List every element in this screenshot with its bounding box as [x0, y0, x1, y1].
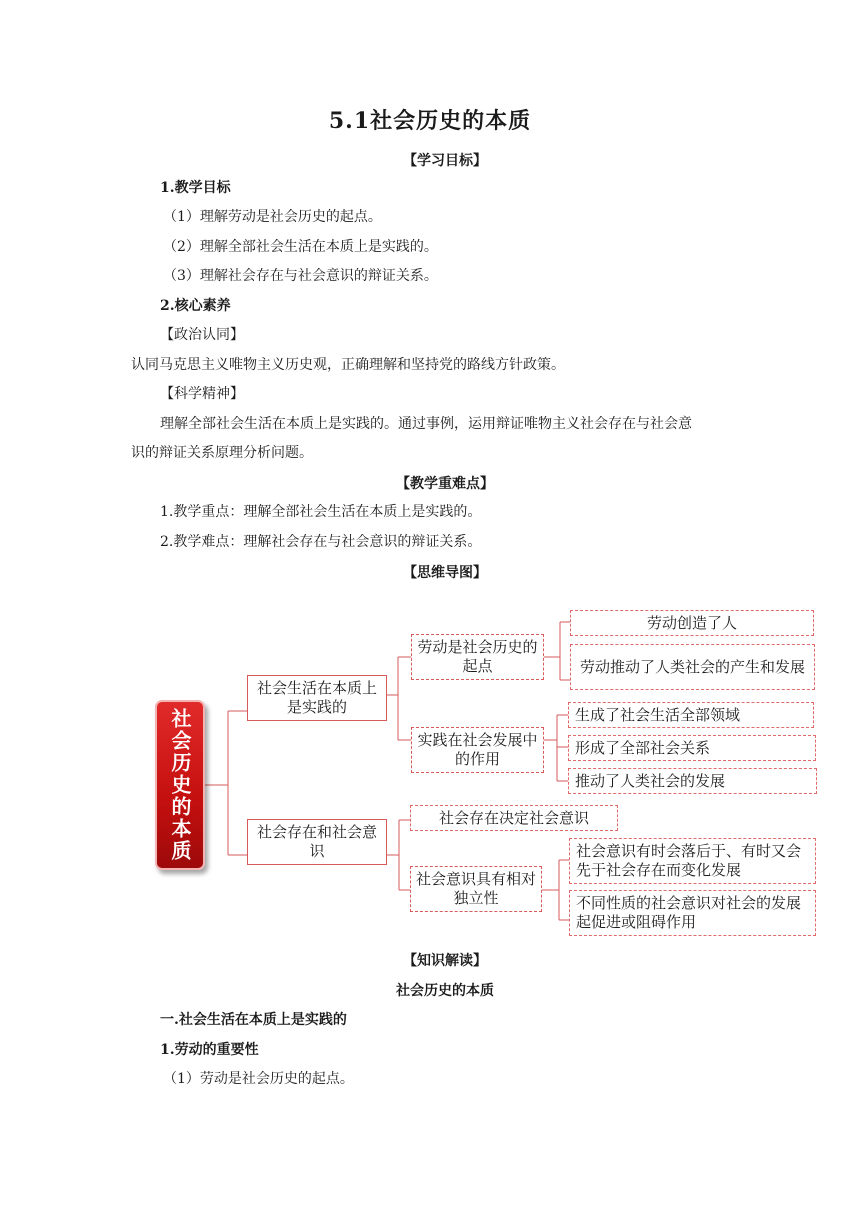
key-point-2: 2.教学难点：理解社会存在与社会意识的辩证关系。 [160, 534, 482, 550]
branch-existence-consciousness: 社会存在和社会意识 [247, 819, 387, 865]
core-literacy-heading: 2.核心素养 [160, 298, 231, 314]
interpretation-subtitle: 社会历史的本质 [396, 983, 494, 999]
node-consciousness-independence: 社会意识具有相对独立性 [410, 866, 542, 912]
leaf-consciousness-lags-or-leads: 社会意识有时会落后于、有时又会先于社会存在而变化发展 [569, 838, 816, 884]
section-heading-key-points: 【教学重难点】 [396, 476, 494, 492]
mind-map-root: 社会历史的本质 [155, 700, 205, 870]
mind-map [140, 600, 830, 945]
branch-social-life-practice: 社会生活在本质上是实践的 [247, 675, 387, 721]
goal-item-2: （2）理解全部社会生活在本质上是实践的。 [163, 239, 438, 255]
part-heading-1: 一.社会生活在本质上是实践的 [160, 1012, 347, 1028]
leaf-labor-drove-society: 劳动推动了人类社会的产生和发展 [570, 644, 815, 690]
science-text-line-1: 理解全部社会生活在本质上是实践的。通过事例，运用辩证唯物主义社会存在与社会意 [160, 416, 692, 432]
political-text: 认同马克思主义唯物主义历史观，正确理解和坚持党的路线方针政策。 [131, 357, 565, 373]
page-title: 5.1社会历史的本质 [328, 108, 532, 134]
node-practice-role: 实践在社会发展中的作用 [411, 727, 544, 773]
sub-heading-labor-importance: 1.劳动的重要性 [160, 1042, 259, 1058]
interpretation-item-1: （1）劳动是社会历史的起点。 [163, 1071, 354, 1087]
leaf-advanced-human-society: 推动了人类社会的发展 [568, 768, 817, 794]
section-heading-mind-map: 【思维导图】 [403, 565, 487, 581]
leaf-consciousness-promotes-or-hinders: 不同性质的社会意识对社会的发展起促进或阻碍作用 [569, 890, 816, 936]
section-heading-objectives: 【学习目标】 [403, 153, 487, 169]
section-heading-interpretation: 【知识解读】 [403, 953, 487, 969]
goal-item-1: （1）理解劳动是社会历史的起点。 [163, 209, 382, 225]
node-labor-starting-point: 劳动是社会历史的起点 [411, 634, 544, 680]
node-existence-determines-consciousness: 社会存在决定社会意识 [410, 805, 618, 831]
leaf-formed-social-relations: 形成了全部社会关系 [568, 735, 816, 761]
leaf-labor-created-humans: 劳动创造了人 [570, 610, 814, 636]
political-heading: 【政治认同】 [160, 327, 244, 343]
goal-item-3: （3）理解社会存在与社会意识的辩证关系。 [163, 268, 438, 284]
science-heading: 【科学精神】 [160, 386, 244, 402]
science-text-line-2: 识的辩证关系原理分析问题。 [131, 445, 313, 461]
teaching-goal-heading: 1.教学目标 [160, 180, 231, 196]
leaf-generated-social-domains: 生成了社会生活全部领域 [568, 702, 814, 728]
key-point-1: 1.教学重点：理解全部社会生活在本质上是实践的。 [160, 504, 482, 520]
